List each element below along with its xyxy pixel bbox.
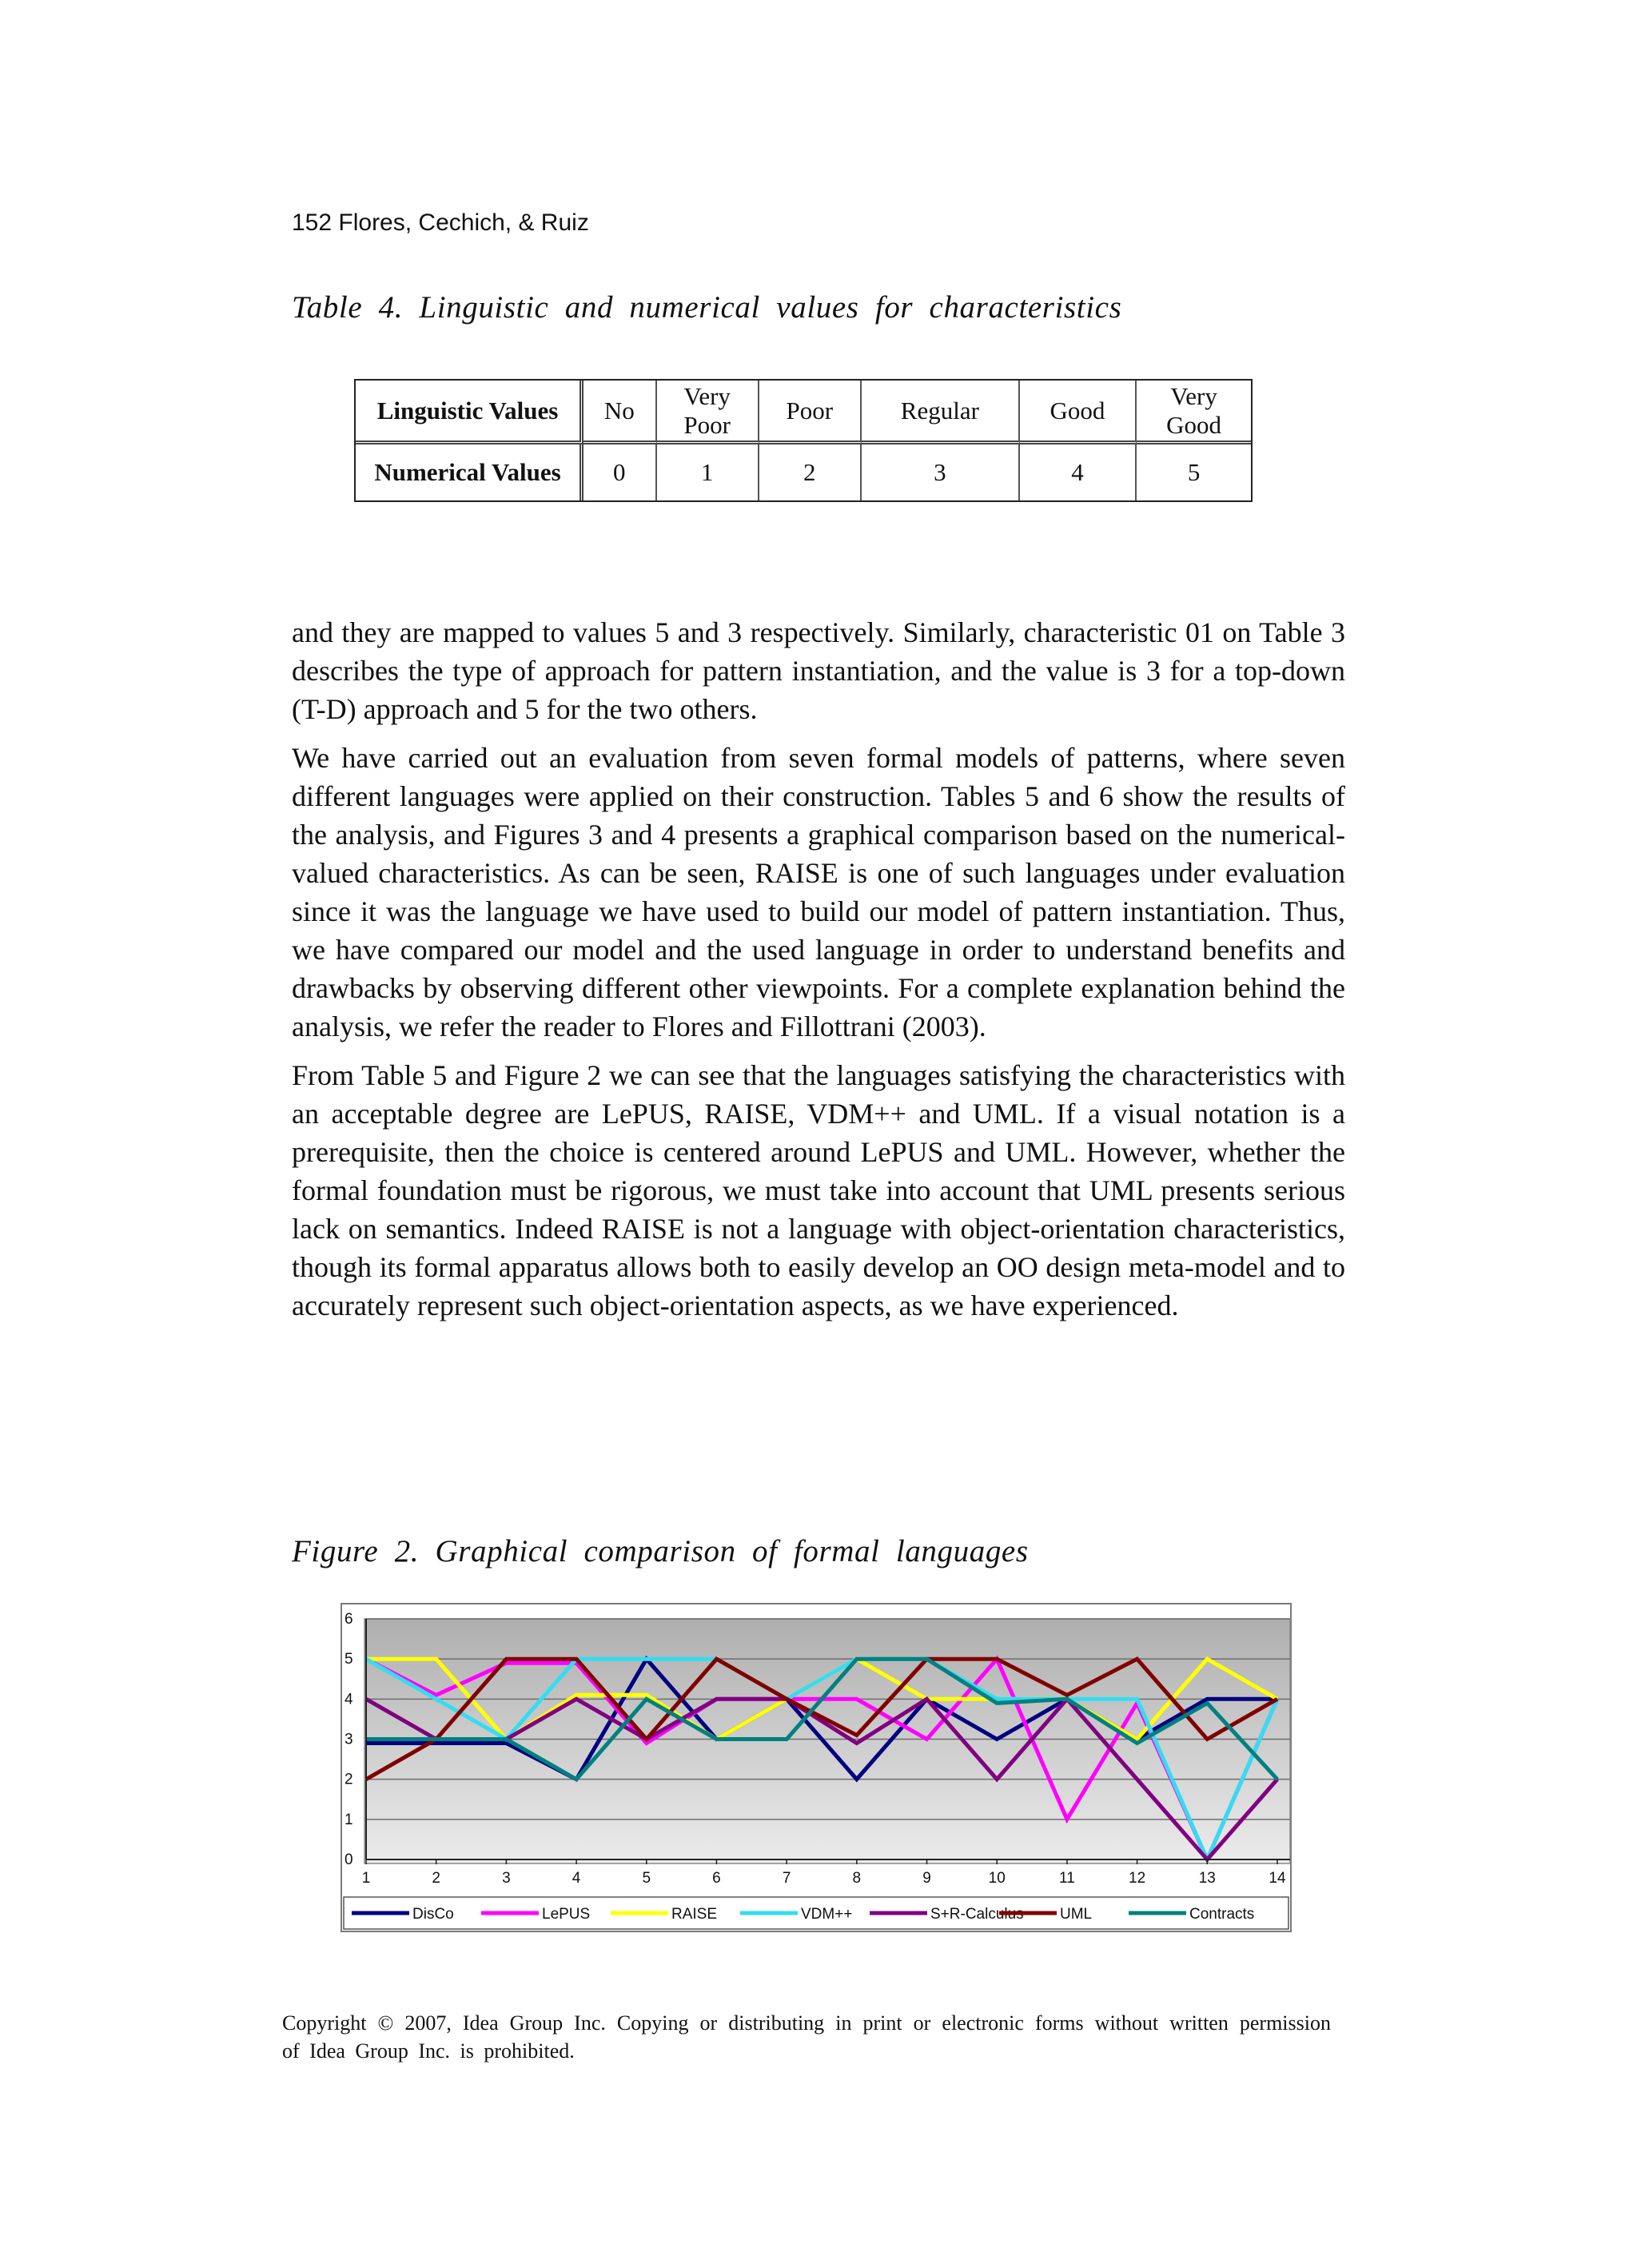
ling-cell-2: [759, 381, 862, 444]
num-cell-1: 1: [657, 444, 759, 500]
ling-1-line-1: Very: [683, 381, 731, 410]
x-tick-label-8: 8: [852, 1870, 862, 1887]
legend-label-contracts: Contracts: [1189, 1906, 1255, 1923]
ling-4-line-1: Good: [1050, 396, 1105, 425]
figure-caption: Figure 2. Graphical comparison of formal languages: [292, 1534, 1029, 1568]
ling-1-line-2: Poor: [683, 410, 731, 439]
x-tick-label-5: 5: [642, 1870, 651, 1887]
legend-label-uml: UML: [1060, 1906, 1093, 1923]
paragraph-3: From Table 5 and Figure 2 we can see that the languages satisfying the characteristics with an acceptable degree are LePUS, RAISE, VDM++ and UML. If a visual notation is a prerequisite, then the choice is centered around LePUS and UML. However, whether the formal foundation must be rigorous, we must take into account that UML presents serious lack on semantics. Indeed RAISE is not a language with object-orientation characteristics, though its formal apparatus allows both to easily develop an OO design meta-model and to accurately represent such object-orientation aspects, as we have experienced.: [292, 1059, 1345, 1321]
ling-cell-3: [862, 381, 1020, 444]
x-tick-label-4: 4: [572, 1870, 581, 1887]
paragraph-2: We have carried out an evaluation from seven formal models of patterns, where seven different languages were applied on their construction. Tables 5 and 6 show the results of the analysis, and Figures 3 and 4 presents a graphical comparison based on the numerical-valued characteristics. As can be seen, RAISE is one of such languages under evaluation since it was the language we have used to build our model of pattern instantiation. Thus, we have compared our model and the used language in order to understand benefits and drawbacks by observing different other viewpoints. For a complete explanation behind the analysis, we refer the reader to Flores and Fillottrani (2003).: [292, 742, 1345, 1042]
legend-label-lepus: LePUS: [542, 1906, 591, 1923]
x-tick-label-2: 2: [432, 1870, 440, 1887]
ling-0-line-1: No: [603, 396, 635, 425]
numerical-row: [356, 444, 1251, 500]
num-cell-3: 3: [862, 444, 1020, 500]
x-tick-label-14: 14: [1269, 1870, 1286, 1887]
x-tick-label-13: 13: [1198, 1870, 1216, 1887]
x-tick-label-1: 1: [361, 1870, 371, 1887]
num-cell-0: 0: [584, 444, 657, 500]
y-tick-label-1: 1: [345, 1811, 353, 1828]
ling-5-line-2: Good: [1166, 410, 1222, 439]
body-text: [292, 613, 1345, 1335]
legend-label-s-r-calculus: S+R-Calculus: [930, 1906, 1024, 1923]
line-chart: [341, 1603, 1292, 1932]
x-tick-label-11: 11: [1059, 1870, 1075, 1887]
linguistic-row: [356, 381, 1251, 444]
ling-5-line-1: Very: [1170, 381, 1217, 410]
y-tick-label-5: 5: [345, 1651, 353, 1668]
row-header-linguistic: Linguistic Values: [356, 381, 584, 444]
y-tick-label-2: 2: [345, 1771, 353, 1788]
values-table: [354, 379, 1253, 502]
copyright-notice: Copyright © 2007, Idea Group Inc. Copying or distributing in print or electronic forms without written permission of Idea Group Inc. is prohibited.: [282, 2011, 1331, 2063]
x-tick-label-7: 7: [782, 1870, 791, 1887]
x-tick-label-9: 9: [922, 1870, 931, 1887]
ling-2-line-1: Poor: [786, 396, 834, 425]
running-head: 152 Flores, Cechich, & Ruiz: [292, 209, 589, 236]
ling-cell-0: [584, 381, 657, 444]
paragraph-1: and they are mapped to values 5 and 3 respectively. Similarly, characteristic 01 on Table 3 describes the type of approach for pattern instantiation, and the value is 3 for a top-down (T-D) approach and 5 for the two others.: [292, 616, 1345, 725]
x-tick-label-3: 3: [502, 1870, 511, 1887]
y-tick-label-4: 4: [345, 1691, 353, 1708]
y-tick-label-6: 6: [345, 1611, 353, 1628]
table-caption: Table 4. Linguistic and numerical values for characteristics: [292, 290, 1122, 325]
ling-3-line-1: Regular: [900, 396, 979, 425]
y-tick-label-3: 3: [345, 1731, 353, 1748]
legend-label-disco: DisCo: [412, 1906, 454, 1923]
legend-label-vdm-: VDM++: [801, 1906, 853, 1923]
num-cell-2: 2: [759, 444, 862, 500]
x-tick-label-12: 12: [1129, 1870, 1146, 1887]
num-cell-4: 4: [1020, 444, 1137, 500]
legend-label-raise: RAISE: [671, 1906, 718, 1923]
ling-cell-4: [1020, 381, 1137, 444]
ling-cell-5: [1137, 381, 1251, 444]
num-cell-5: 5: [1187, 458, 1201, 487]
row-header-numerical: Numerical Values: [356, 444, 584, 500]
x-tick-label-10: 10: [988, 1870, 1006, 1887]
y-tick-label-0: 0: [345, 1851, 353, 1868]
ling-cell-1: [657, 381, 759, 444]
x-tick-label-6: 6: [712, 1870, 721, 1887]
